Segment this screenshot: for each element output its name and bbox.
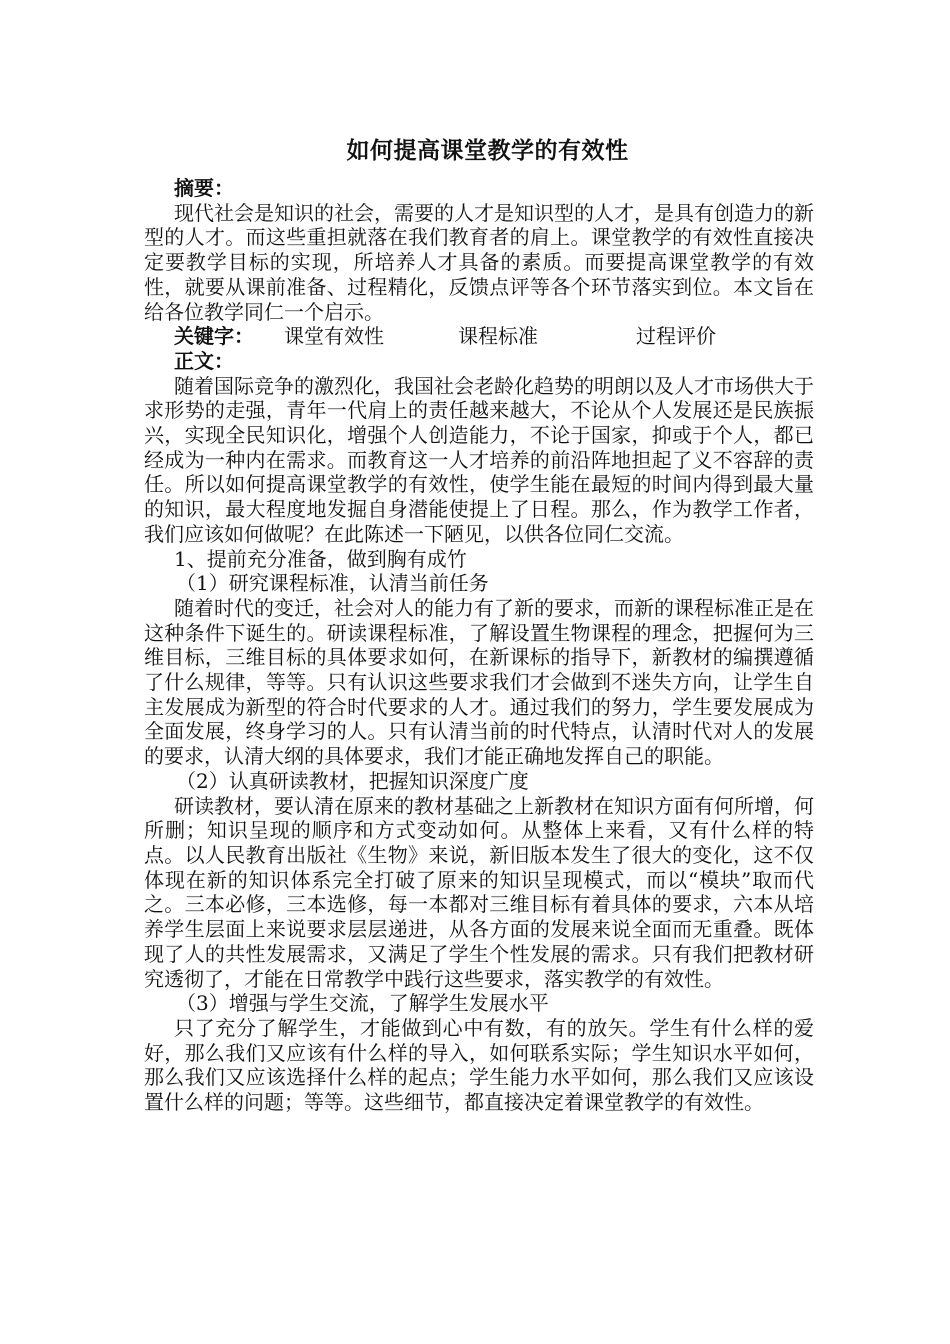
document-title: 如何提高课堂教学的有效性	[346, 137, 629, 164]
keywords-label: 关键字：	[174, 324, 254, 349]
keyword-item: 课程标准	[458, 324, 538, 349]
abstract-label: 摘要：	[174, 176, 234, 200]
body-label-line	[144, 349, 814, 374]
subsection-paragraph: 随着时代的变迁，社会对人的能力有了新的要求，而新的课程标准正是在这种条件下诞生的。研读课程标准，了解设置生物课程的理念，把握何为三维目标，三维目标的具体要求如何，在新课标的指导下，新教材的编撰遵循了什么规律，等等。只有认识这些要求我们才会做到不迷失方向，让学生自主发展成为新型的符合时代要求的人才。通过我们的努力，学生要发展成为全面发展，终身学习的人。只有认清当前的时代特点，认清时代对人的发展的要求，认清大纲的具体要求，我们才能正确地发挥自己的职能。	[144, 595, 814, 769]
keywords-line	[144, 324, 814, 349]
section-heading: 1、提前充分准备，做到胸有成竹	[174, 546, 467, 571]
subsection-heading: （2）认真研读教材，把握知识深度广度	[176, 768, 529, 793]
intro-paragraph: 随着国际竞争的激烈化，我国社会老龄化趋势的明朗以及人才市场供大于求形势的走强，青年一代肩上的责任越来越大，不论从个人发展还是民族振兴，实现全民知识化，增强个人创造能力，不论于国家，抑或于个人，都已经成为一种内在需求。而教育这一人才培养的前沿阵地担起了义不容辞的责任。所以如何提高课堂教学的有效性，使学生能在最短的时间内得到最大量的知识，最大程度地发掘自身潜能使提上了日程。那么，作为教学工作者，我们应该如何做呢？在此陈述一下陋见，以供各位同仁交流。	[144, 373, 814, 546]
subsection-paragraph: 只了充分了解学生，才能做到心中有数，有的放矢。学生有什么样的爱好，那么我们又应该有什么样的导入，如何联系实际；学生知识水平如何，那么我们又应该选择什么样的起点；学生能力水平如何，那么我们又应该设置什么样的问题；等等。这些细节，都直接决定着课堂教学的有效性。	[144, 1015, 814, 1115]
keyword-item: 课堂有效性	[284, 324, 384, 349]
abstract-paragraph: 现代社会是知识的社会，需要的人才是知识型的人才，是具有创造力的新型的人才。而这些重担就落在我们教育者的肩上。课堂教学的有效性直接决定要教学目标的实现，所培养人才具备的素质。而要提高课堂教学的有效性，就要从课前准备、过程精化，反馈点评等各个环节落实到位。本文旨在给各位教学同仁一个启示。	[144, 200, 814, 324]
subsection-heading: （3）增强与学生交流，了解学生发展水平	[176, 991, 549, 1016]
body-label: 正文：	[174, 348, 234, 373]
document-body	[144, 176, 814, 1115]
abstract-label-line	[144, 176, 814, 201]
subsection-paragraph: 研读教材，要认清在原来的教材基础之上新教材在知识方面有何所增，何所删；知识呈现的顺序和方式变动如何。从整体上来看，又有什么样的特点。以人民教育出版社《生物》来说，新旧版本发生了很大的变化，这不仅体现在新的知识体系完全打破了原来的知识呈现模式，而以“模块”取而代之。三本必修，三本选修，每一本都对三维目标有着具体的要求，六本从培养学生层面上来说要求层层递进，从各方面的发展来说全面而无重叠。既体现了人的共性发展需求，又满足了学生个性发展的需求。只有我们把教材研究透彻了，才能在日常教学中践行这些要求，落实教学的有效性。	[144, 793, 814, 991]
keyword-item: 过程评价	[636, 324, 716, 349]
subsection-heading: （1）研究课程标准，认清当前任务	[176, 571, 489, 596]
